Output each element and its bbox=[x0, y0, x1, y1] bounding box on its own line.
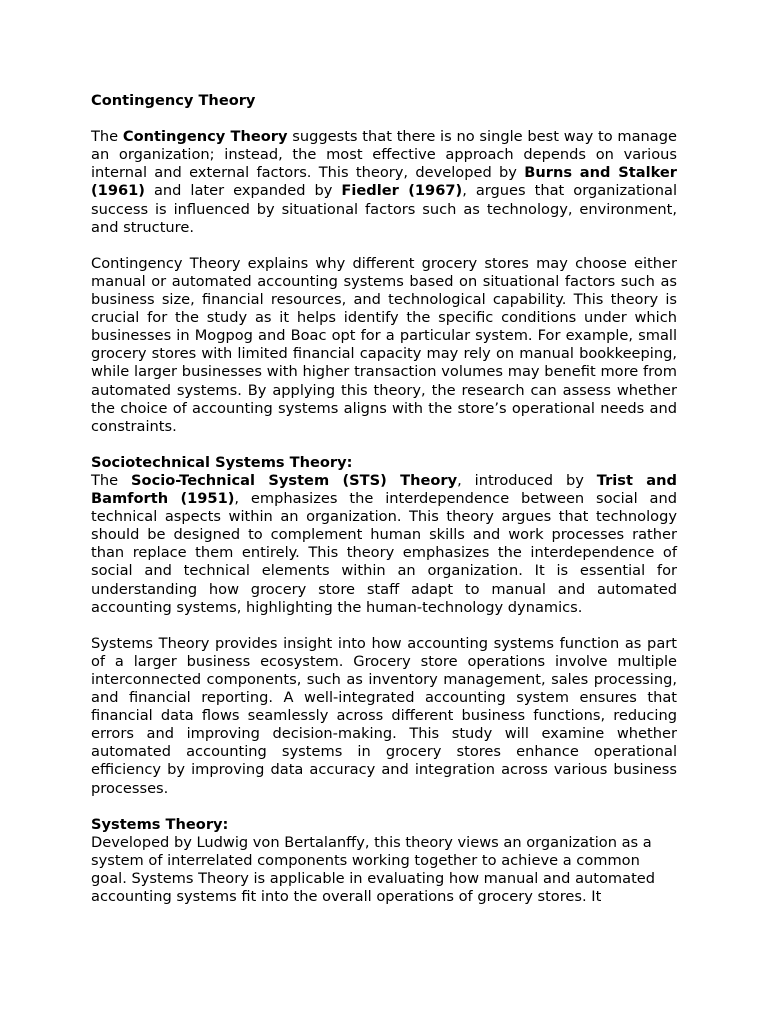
text-run: The bbox=[91, 128, 123, 146]
bold-term: Contingency Theory bbox=[122, 128, 288, 146]
bold-citation: Fiedler (1967) bbox=[341, 182, 463, 200]
bold-term: Socio-Technical System (STS) Theory bbox=[131, 471, 458, 489]
systems-theory-heading: Systems Theory: bbox=[91, 815, 229, 833]
sociotechnical-paragraph-2: Systems Theory provides insight into how accounting systems function as part of a larger business ecosystem. Grocery store operations involve multiple interconnected components, such as inventory management, sales processing, and financial reporting. A well-integrated accounting system ensures that financial data flows seamlessly across different business functions, reducing errors and improving decision-making. This study will examine whether automated accounting systems in grocery stores enhance operational efficiency by improving data accuracy and integration across various business processes. bbox=[91, 634, 677, 797]
spacer bbox=[91, 436, 677, 454]
text-run: suggests that there is no single best way to manage an organization; instead, the most effective approach depends on various internal and external factors. This theory, developed by bbox=[91, 128, 677, 182]
systems-paragraph-1: Developed by Ludwig von Bertalanffy, this theory views an organization as a system of interrelated components working together to achieve a common goal. Systems Theory is applicable in evaluating how manual and automated accounting systems fit into the overall operations of grocery stores. It bbox=[91, 833, 656, 906]
contingency-theory-heading: Contingency Theory bbox=[91, 92, 256, 109]
document-page bbox=[91, 92, 677, 906]
bold-citation: Trist and Bamforth (1951) bbox=[91, 471, 677, 508]
text-run: , argues that organizational success is influenced by situational factors such as technology, environment, and structure. bbox=[91, 182, 678, 236]
text-run: and later expanded by bbox=[144, 182, 342, 200]
spacer bbox=[91, 617, 677, 635]
spacer bbox=[91, 237, 677, 255]
contingency-paragraph-1 bbox=[91, 128, 677, 237]
sociotechnical-paragraph-1 bbox=[91, 472, 677, 617]
text-run: , emphasizes the interdependence between social and technical aspects within an organization. This theory argues that technology should be designed to complement human skills and work processes rather than replace them entirely. This theory emphasizes the interdependence of social and technical elements within an organization. It is essential for understanding how grocery store staff adapt to manual and automated accounting systems, highlighting the human-technology dynamics. bbox=[91, 490, 677, 616]
bold-citation: Burns and Stalker (1961) bbox=[91, 164, 677, 200]
text-run: , introduced by bbox=[457, 471, 597, 489]
spacer bbox=[91, 798, 677, 816]
text-run: The bbox=[91, 471, 132, 489]
sociotechnical-theory-heading: Sociotechnical Systems Theory: bbox=[91, 453, 353, 471]
spacer bbox=[91, 110, 677, 128]
contingency-paragraph-2: Contingency Theory explains why different grocery stores may choose either manual or automated accounting systems based on situational factors such as business size, financial resources, and technological capability. This theory is crucial for the study as it helps identify the specific conditions under which businesses in Mogpog and Boac opt for a particular system. For example, small grocery stores with limited financial capacity may rely on manual bookkeeping, while larger businesses with higher transaction volumes may benefit more from automated systems. By applying this theory, the research can assess whether the choice of accounting systems aligns with the store’s operational needs and constraints. bbox=[91, 254, 677, 435]
